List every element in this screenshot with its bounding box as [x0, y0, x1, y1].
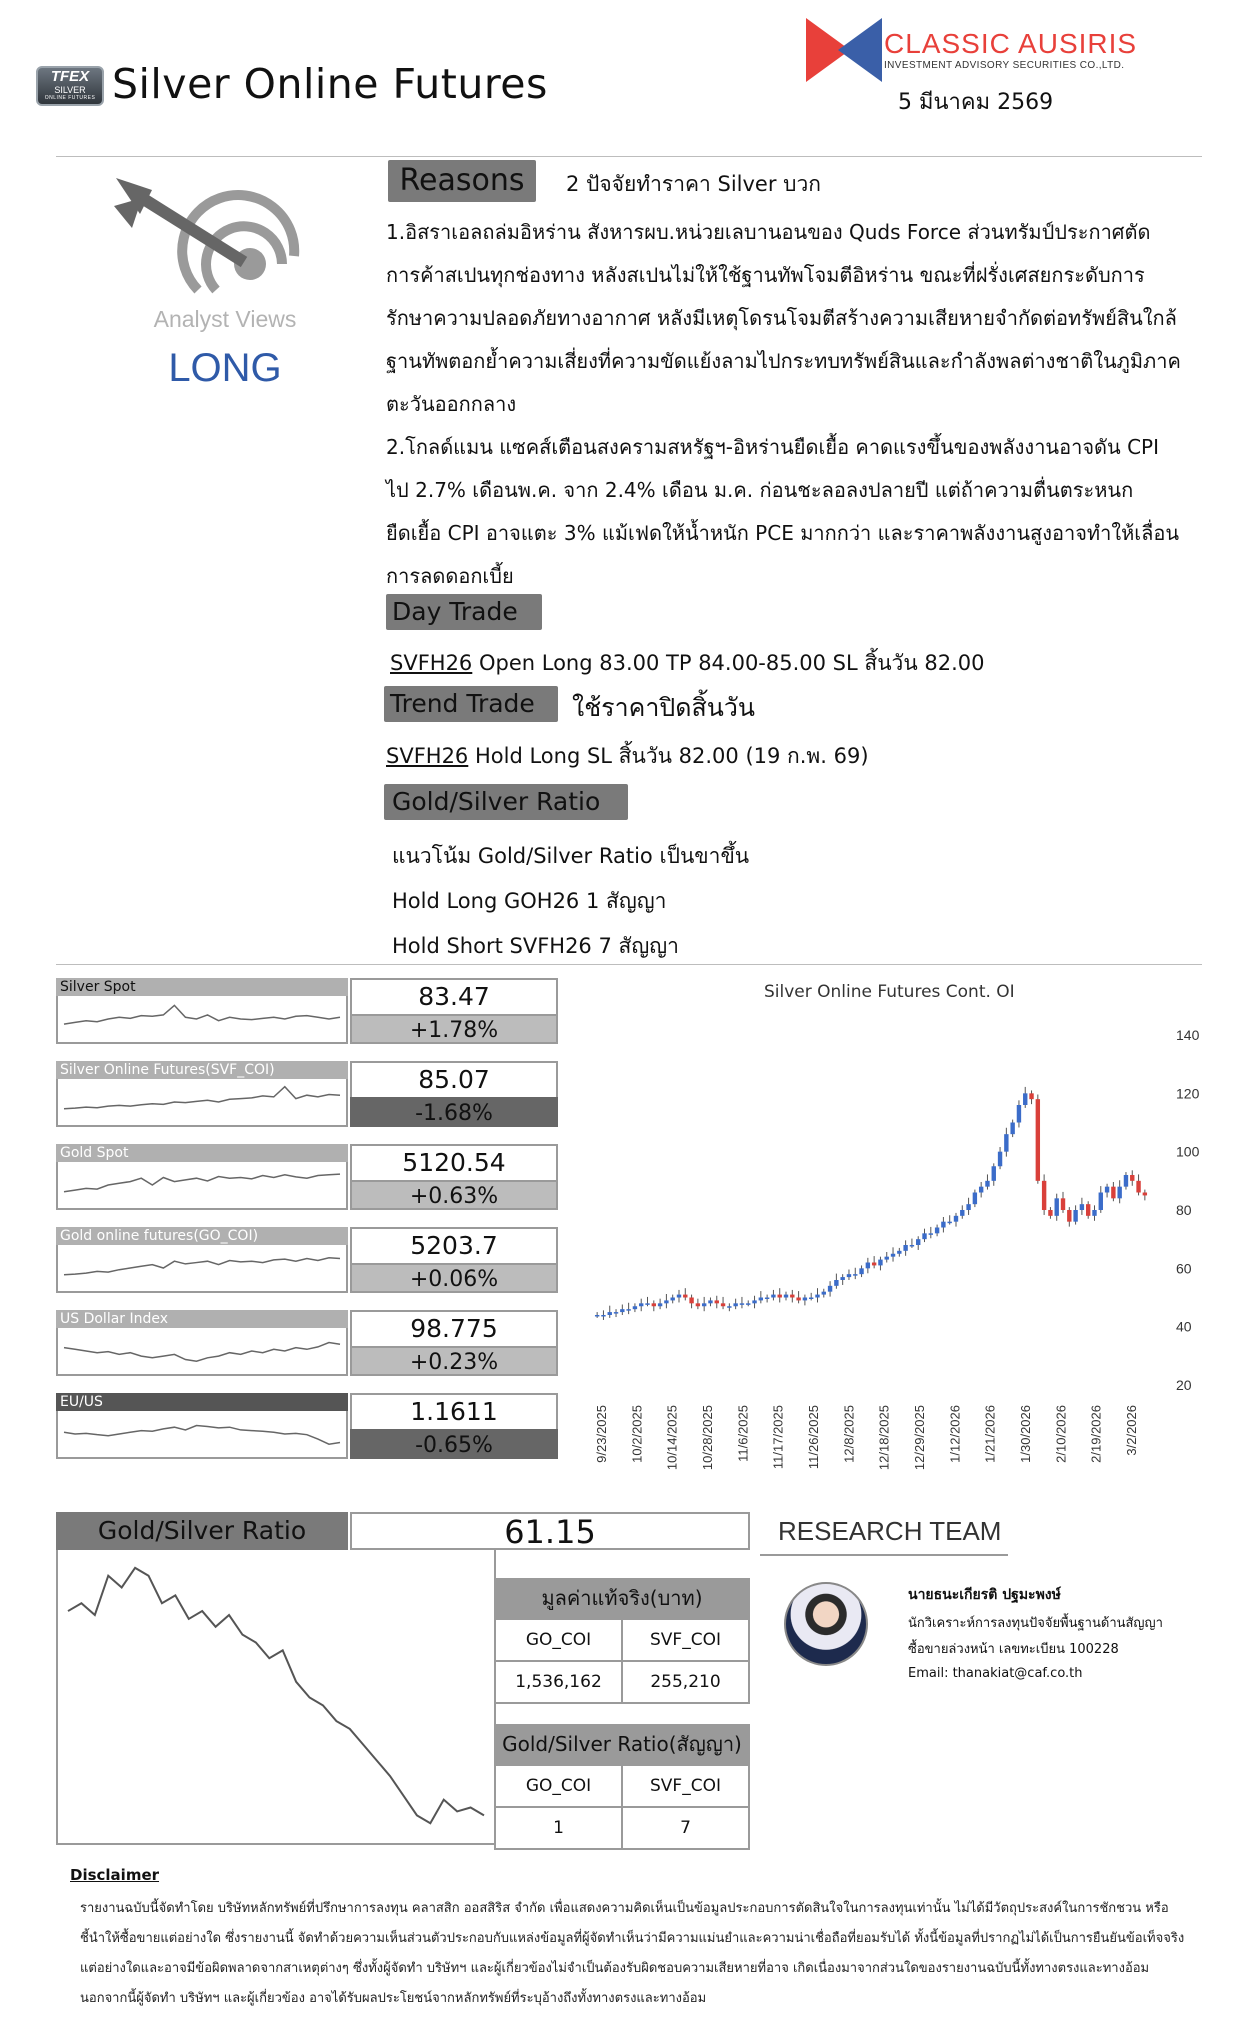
- sparkline: [56, 1245, 348, 1293]
- tfex-logo-caption: ONLINE FUTURES: [44, 95, 96, 101]
- market-value: 5120.54: [350, 1144, 558, 1180]
- sparkline-series: [64, 1174, 340, 1192]
- market-value-silver-spot: [350, 978, 558, 1044]
- header-divider: [56, 156, 1202, 157]
- candle-body: [1048, 1210, 1052, 1216]
- ratio-label: Gold/Silver Ratio: [56, 1512, 348, 1550]
- candle-body: [954, 1216, 958, 1222]
- table-header-svf: SVF_COI: [622, 1765, 749, 1807]
- disclaimer-text: รายงานฉบับนี้จัดทำโดย บริษัทหลักทรัพย์ที่ปรึกษาการลงทุน คลาสสิก ออสสิริส จำกัด เพื่อแสดงความคิดเห็นเป็นข้อมูลประกอบการตัดสินใจในการลงทุนเท่านั้น ไม่ได้มีวัตถุประสงค์ในการชักชวน หรือชี้นำให้ซื้อขายแต่อย่างใด ซึ่งรายงานนี้ จัดทำด้วยความเห็นส่วนตัวประกอบกับแหล่งข้อมูลที่ผู้จัดทำเห็นว่ามีความแม่นยำและความน่าเชื่อถือที่ยอมรับได้ ทั้งนี้ข้อมูลที่ปรากฏไม่ได้เป็นการยืนยันข้อเท็จจริงแต่อย่างใดและอาจมีข้อผิดพลาดจากสาเหตุต่างๆ ซึ่งทั้งผู้จัดทำ บริษัทฯ และผู้เกี่ยวข้องไม่จำเป็นต้องรับผิดชอบความเสียหายที่อาจ เกิดเนื่องมาจากส่วนใดของรายงานฉบับนี้ทั้งทางตรงและทางอ้อม นอกจากนี้ผู้จัดทำ บริษัทฯ และผู้เกี่ยวข้อง อาจได้รับผลประโยชน์จากหลักทรัพย์ที่ระบุอ้างถึงทั้งทางตรงและทางอ้อม: [80, 1901, 1185, 2006]
- candle-body: [1067, 1210, 1071, 1222]
- candle-body: [815, 1295, 819, 1298]
- sparkline-series: [64, 1343, 340, 1362]
- candle-body: [1036, 1099, 1040, 1181]
- tfex-silver-logo: [36, 66, 104, 106]
- reasons-tag: Reasons: [388, 160, 536, 202]
- reason-line: รักษาความปลอดภัยทางอากาศ หลังมีเหตุโดรนโจมตีสร้างความเสียหายจำกัดต่อทรัพย์สินใกล้: [386, 306, 1177, 330]
- company-name: CLASSIC AUSIRIS: [884, 28, 1138, 59]
- analyst-license: ซื้อขายล่วงหน้า เลขทะเบียน 100228: [908, 1642, 1119, 1657]
- oi-chart-title: Silver Online Futures Cont. OI: [764, 982, 1015, 1002]
- candle-body: [620, 1309, 624, 1312]
- market-value-eurusd: [350, 1393, 558, 1459]
- ratio-series: [68, 1568, 484, 1823]
- table-header-go: GO_COI: [495, 1765, 622, 1807]
- x-tick-label: 12/8/2025: [841, 1405, 857, 1463]
- target-dart-icon: [112, 168, 302, 298]
- day-trade-detail: Open Long 83.00 TP 84.00-85.00 SL สิ้นวัน 82.00: [472, 651, 985, 675]
- candle-body: [608, 1312, 612, 1315]
- candle-body: [595, 1315, 599, 1317]
- sparkline: [56, 996, 348, 1044]
- candle-body: [1130, 1175, 1134, 1181]
- market-label: Silver Spot: [56, 978, 348, 996]
- tfex-logo-text: TFEX: [50, 68, 90, 85]
- table-value-svf: 255,210: [622, 1661, 749, 1703]
- market-value: 83.47: [350, 978, 558, 1014]
- candle-body: [689, 1298, 693, 1304]
- candle-body: [973, 1193, 977, 1205]
- candle-body: [1111, 1187, 1115, 1199]
- candle-body: [702, 1303, 706, 1306]
- sparkline: [56, 1162, 348, 1210]
- reason-line: 2.โกลด์แมน แซคส์เตือนสงครามสหรัฐฯ-อิหร่านยืดเยื้อ คาดแรงขึ้นของพลังงานอาจดัน CPI: [386, 435, 1159, 459]
- avatar: [784, 1582, 868, 1666]
- reason-line: การค้าสเปนทุกช่องทาง หลังสเปนไม่ให้ใช้ฐานทัพโจมตีอิหร่าน ขณะที่ฝรั่งเศสยกระดับการ: [386, 263, 1145, 287]
- candle-body: [1073, 1210, 1077, 1222]
- gs-ratio-hold-short: Hold Short SVFH26 7 สัญญา: [392, 934, 679, 958]
- candle-body: [998, 1152, 1002, 1167]
- market-value-gold-spot: [350, 1144, 558, 1210]
- market-change: -1.68%: [350, 1097, 558, 1127]
- x-tick-label: 12/29/2025: [912, 1405, 927, 1471]
- ratio-value: 61.15: [350, 1512, 750, 1550]
- candle-body: [809, 1298, 813, 1300]
- candle-body: [866, 1263, 870, 1269]
- candle-body: [784, 1295, 788, 1298]
- market-value-dollar-index: [350, 1310, 558, 1376]
- candle-body: [708, 1300, 712, 1303]
- candle-body: [1055, 1198, 1059, 1216]
- candle-body: [853, 1274, 857, 1276]
- candle-body: [840, 1277, 844, 1280]
- x-tick-label: 1/12/2026: [947, 1405, 963, 1463]
- market-value: 98.775: [350, 1310, 558, 1346]
- reason-line: ไป 2.7% เดือนพ.ค. จาก 2.4% เดือน ม.ค. ก่อนชะลอลงปลายปี แต่ถ้าความตื่นตระหนก: [386, 478, 1134, 502]
- trend-trade-tag: Trend Trade: [384, 686, 558, 722]
- candle-body: [601, 1315, 605, 1317]
- candle-body: [828, 1286, 832, 1292]
- market-value-silver-futures: [350, 1061, 558, 1127]
- x-tick-label: 11/6/2025: [735, 1405, 751, 1462]
- y-tick-label: 140: [1176, 1027, 1200, 1043]
- candle-body: [897, 1251, 901, 1254]
- market-label: Gold Spot: [56, 1144, 348, 1162]
- x-tick-label: 12/18/2025: [876, 1405, 892, 1471]
- analyst-name: นายธนะเกียรติ ปฐมะพงษ์: [908, 1587, 1061, 1603]
- y-tick-label: 20: [1176, 1377, 1192, 1393]
- y-tick-label: 40: [1176, 1318, 1192, 1335]
- market-value-gold-futures: [350, 1227, 558, 1293]
- table-header-svf: SVF_COI: [622, 1619, 749, 1661]
- market-value: 85.07: [350, 1061, 558, 1097]
- x-tick-label: 1/30/2026: [1018, 1405, 1033, 1463]
- y-tick-label: 60: [1176, 1260, 1192, 1277]
- candle-body: [1004, 1134, 1008, 1152]
- report-date: 5 มีนาคม 2569: [898, 90, 1054, 115]
- oi-candlestick-chart: [588, 1010, 1208, 1490]
- candle-body: [1061, 1198, 1065, 1210]
- market-label: US Dollar Index: [56, 1310, 348, 1328]
- candle-body: [872, 1263, 876, 1266]
- market-value: 5203.7: [350, 1227, 558, 1263]
- candle-body: [910, 1245, 914, 1247]
- market-change: +0.06%: [350, 1263, 558, 1293]
- candle-body: [752, 1300, 756, 1303]
- candle-body: [790, 1295, 794, 1298]
- candle-body: [696, 1303, 700, 1306]
- candle-body: [740, 1303, 744, 1305]
- sparkline: [56, 1411, 348, 1459]
- candle-body: [1092, 1210, 1096, 1216]
- candle-body: [1136, 1181, 1140, 1193]
- table-value-go: 1: [495, 1807, 622, 1849]
- market-label: Gold online futures(GO_COI): [56, 1227, 348, 1245]
- candle-body: [947, 1222, 951, 1224]
- candle-body: [626, 1309, 630, 1311]
- x-tick-label: 3/2/2026: [1124, 1405, 1139, 1456]
- gs-ratio-hold-long: Hold Long GOH26 1 สัญญา: [392, 889, 667, 913]
- market-change: +1.78%: [350, 1014, 558, 1044]
- candle-body: [1086, 1204, 1090, 1216]
- candle-body: [614, 1312, 618, 1314]
- reason-line: 1.อิสราเอลถล่มอิหร่าน สังหารผบ.หน่วยเลบานอนของ Quds Force ส่วนทรัมป์ประกาศตัด: [386, 220, 1151, 244]
- market-label: Silver Online Futures(SVF_COI): [56, 1061, 348, 1079]
- gs-ratio-trend: แนวโน้ม Gold/Silver Ratio เป็นขาขึ้น: [392, 844, 750, 868]
- market-panel-silver-futures: [56, 1061, 348, 1131]
- ratio-line-chart: [56, 1550, 496, 1845]
- candle-body: [683, 1295, 687, 1298]
- sparkline-series: [64, 1258, 340, 1275]
- research-divider: [760, 1554, 1008, 1556]
- x-tick-label: 10/28/2025: [700, 1405, 715, 1471]
- trend-trade-note: ใช้ราคาปิดสิ้นวัน: [572, 693, 755, 722]
- x-tick-label: 1/21/2026: [982, 1405, 998, 1463]
- sparkline: [56, 1328, 348, 1376]
- candle-body: [929, 1233, 933, 1235]
- x-tick-label: 9/23/2025: [594, 1405, 609, 1463]
- candle-body: [803, 1298, 807, 1301]
- candle-body: [645, 1303, 649, 1305]
- x-tick-label: 2/10/2026: [1053, 1405, 1069, 1463]
- section-divider: [56, 964, 1202, 965]
- candle-body: [765, 1298, 769, 1300]
- analyst-role: นักวิเคราะห์การลงทุนปัจจัยพื้นฐานด้านสัญญา: [908, 1616, 1163, 1631]
- market-change: +0.63%: [350, 1180, 558, 1210]
- disclaimer-title: Disclaimer: [70, 1866, 160, 1884]
- candle-body: [658, 1303, 662, 1306]
- market-value: 1.1611: [350, 1393, 558, 1429]
- candle-body: [966, 1204, 970, 1210]
- candle-body: [796, 1298, 800, 1301]
- candle-body: [992, 1166, 996, 1181]
- candle-body: [1017, 1105, 1021, 1123]
- candle-body: [1029, 1093, 1033, 1099]
- x-tick-label: 11/26/2025: [806, 1405, 821, 1470]
- candle-body: [834, 1280, 838, 1286]
- sparkline-series: [64, 1087, 340, 1109]
- analyst-views-label: Analyst Views: [153, 306, 297, 332]
- table-value-svf: 7: [622, 1807, 749, 1849]
- table-header-go: GO_COI: [495, 1619, 622, 1661]
- candle-body: [721, 1303, 725, 1306]
- sparkline-series: [64, 1005, 340, 1024]
- market-label: EU/US: [56, 1393, 348, 1411]
- candle-body: [1099, 1193, 1103, 1211]
- candle-body: [677, 1295, 681, 1298]
- x-tick-label: 10/14/2025: [664, 1405, 680, 1471]
- candle-body: [960, 1210, 964, 1216]
- market-panel-gold-spot: [56, 1144, 348, 1214]
- candle-body: [941, 1222, 945, 1228]
- candle-body: [1117, 1187, 1121, 1199]
- candle-body: [1124, 1175, 1128, 1187]
- candle-body: [891, 1254, 895, 1257]
- true-value-table: [494, 1578, 750, 1704]
- table-title: มูลค่าแท้จริง(บาท): [494, 1578, 750, 1618]
- candle-body: [778, 1295, 782, 1298]
- candle-body: [759, 1298, 763, 1301]
- candle-body: [715, 1300, 719, 1303]
- sparkline-series: [64, 1426, 340, 1445]
- candle-body: [652, 1303, 656, 1306]
- candle-body: [1080, 1204, 1084, 1210]
- reasons-body: [386, 211, 1210, 598]
- candle-body: [771, 1295, 775, 1298]
- candle-body: [1105, 1187, 1109, 1193]
- y-tick-label: 100: [1176, 1143, 1200, 1160]
- x-tick-label: 2/19/2026: [1088, 1405, 1104, 1463]
- candle-body: [733, 1303, 737, 1306]
- research-team-title: RESEARCH TEAM: [778, 1516, 1002, 1546]
- candle-body: [916, 1239, 920, 1245]
- x-tick-label: 10/2/2025: [629, 1405, 645, 1463]
- page-title: Silver Online Futures: [112, 60, 548, 108]
- table-value-go: 1,536,162: [495, 1661, 622, 1703]
- candle-body: [922, 1233, 926, 1239]
- market-panel-eurusd: [56, 1393, 348, 1463]
- candle-body: [1023, 1093, 1027, 1105]
- candle-body: [979, 1187, 983, 1193]
- y-tick-label: 80: [1176, 1202, 1192, 1218]
- candle-body: [727, 1306, 731, 1308]
- company-logo-mark: [806, 18, 882, 82]
- market-panel-silver-spot: [56, 978, 348, 1048]
- candle-body: [633, 1306, 637, 1309]
- market-panel-dollar-index: [56, 1310, 348, 1380]
- candle-body: [746, 1303, 750, 1305]
- day-trade-symbol[interactable]: SVFH26: [390, 651, 473, 675]
- reason-line: การลดดอกเบี้ย: [386, 564, 514, 588]
- trend-trade-detail: Hold Long SL สิ้นวัน 82.00 (19 ก.พ. 69): [468, 744, 869, 768]
- market-change: +0.23%: [350, 1346, 558, 1376]
- candle-body: [1143, 1193, 1147, 1196]
- candle-body: [859, 1268, 863, 1274]
- trend-trade-symbol[interactable]: SVFH26: [386, 744, 469, 768]
- candle-body: [885, 1257, 889, 1260]
- candle-body: [903, 1245, 907, 1251]
- candle-body: [822, 1292, 826, 1295]
- day-trade-tag: Day Trade: [386, 594, 542, 630]
- tfex-logo-subtext: SILVER: [54, 85, 86, 95]
- candle-body: [664, 1300, 668, 1303]
- candle-body: [1010, 1123, 1014, 1135]
- y-tick-label: 120: [1176, 1085, 1200, 1102]
- candle-body: [935, 1228, 939, 1234]
- candle-body: [847, 1274, 851, 1277]
- market-change: -0.65%: [350, 1429, 558, 1459]
- reason-line: ยืดเยื้อ CPI อาจแตะ 3% แม้เฟดให้น้ำหนัก PCE มากกว่า และราคาพลังงานสูงอาจทำให้เลื่อน: [386, 521, 1180, 545]
- sparkline: [56, 1079, 348, 1127]
- gs-ratio-tag: Gold/Silver Ratio: [384, 784, 628, 820]
- table-title: Gold/Silver Ratio(สัญญา): [494, 1724, 750, 1764]
- day-trade-line: [390, 647, 985, 680]
- reason-line: ตะวันออกกลาง: [386, 392, 517, 416]
- candle-body: [670, 1298, 674, 1301]
- candle-body: [639, 1303, 643, 1306]
- trend-trade-line: [386, 740, 869, 773]
- company-subtitle: INVESTMENT ADVISORY SECURITIES CO.,LTD.: [884, 60, 1125, 71]
- analyst-view-value: LONG: [168, 346, 282, 390]
- market-panel-gold-futures: [56, 1227, 348, 1297]
- x-tick-label: 11/17/2025: [770, 1405, 786, 1470]
- contract-ratio-table: [494, 1724, 750, 1850]
- candle-body: [985, 1181, 989, 1187]
- candle-body: [1042, 1181, 1046, 1210]
- reasons-heading: 2 ปัจจัยทำราคา Silver บวก: [566, 172, 821, 196]
- analyst-email[interactable]: Email: thanakiat@caf.co.th: [908, 1666, 1083, 1681]
- candle-body: [878, 1260, 882, 1266]
- reason-line: ฐานทัพตอกย้ำความเสี่ยงที่ความขัดแย้งลามไปกระทบทรัพย์สินและกำลังพลต่างชาติในภูมิภาค: [386, 349, 1181, 373]
